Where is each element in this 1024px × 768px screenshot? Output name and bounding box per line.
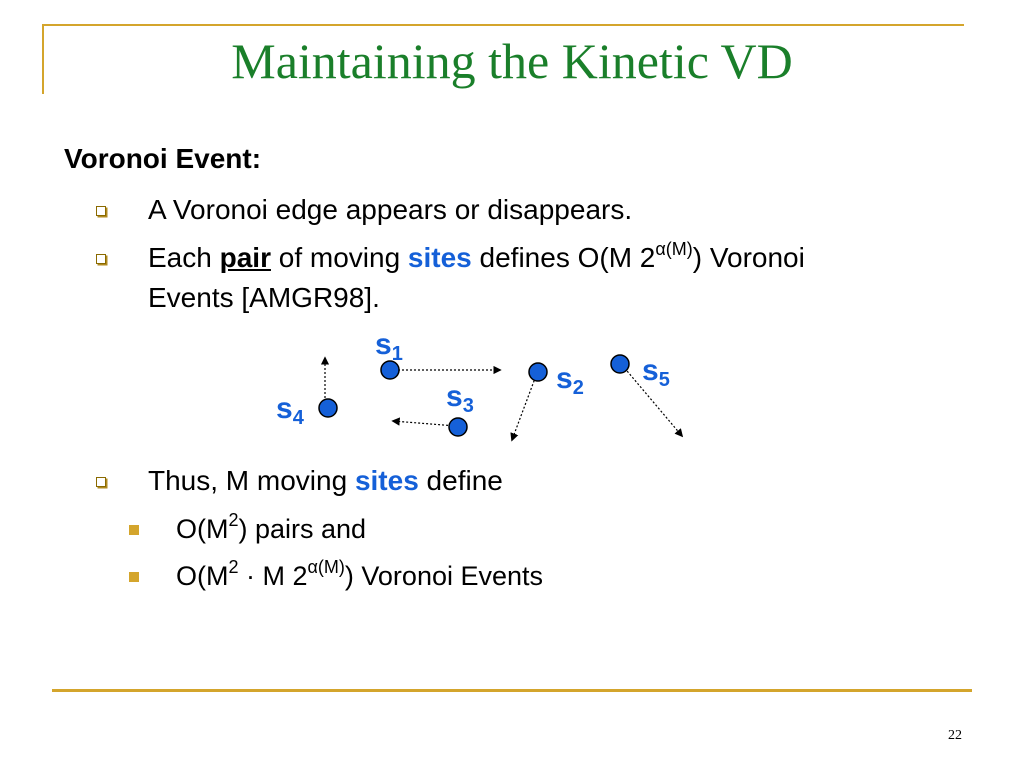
superscript: α(M) (307, 557, 345, 577)
bullet-pair-events (148, 238, 805, 275)
site-s2 (529, 363, 547, 381)
text-run: of moving (270, 242, 408, 273)
square-bullet-icon (96, 254, 106, 264)
superscript: 2 (228, 557, 239, 577)
text-run: ) Voronoi (692, 242, 805, 273)
text-run: define (418, 465, 503, 496)
text-run: ) pairs and (238, 514, 367, 544)
site-label-s1: $s_1$ (375, 328, 403, 365)
bullet-pair-events-line2: Events [AMGR98]. (148, 282, 380, 313)
text-run: Each (148, 242, 220, 273)
square-bullet-icon (96, 206, 106, 216)
top-rule (42, 24, 964, 26)
bullet-thus-m-sites (148, 464, 503, 498)
site-s5 (611, 355, 629, 373)
text-run: ) Voronoi Events (344, 561, 544, 591)
sites-emphasis: sites (354, 465, 419, 496)
sites-svg (250, 328, 710, 458)
site-label-s3: $s_3$ (446, 380, 474, 417)
bullet-edge-appears: A Voronoi edge appears or disappears. (148, 194, 633, 225)
superscript: α(M) (655, 238, 693, 259)
subbullet-voronoi-events (176, 559, 543, 593)
site-label-s4: $s_4$ (276, 392, 304, 429)
text-run: defines O(M 2 (471, 242, 656, 273)
text-run: Thus, M moving (148, 465, 355, 496)
pair-emphasis: pair (219, 242, 271, 273)
s3-motion-arrow (393, 421, 456, 426)
site-label-s5: $s_5$ (642, 354, 670, 391)
filled-square-bullet-icon (129, 572, 139, 582)
moving-sites-diagram (250, 328, 710, 458)
text-run: O(M (176, 561, 229, 591)
sites-emphasis: sites (407, 242, 472, 273)
site-s4 (319, 399, 337, 417)
slide-number: 22 (948, 728, 962, 743)
square-bullet-icon (96, 477, 106, 487)
superscript: 2 (228, 510, 239, 530)
subbullet-pairs (176, 512, 366, 546)
s2-motion-arrow (512, 373, 537, 440)
slide-title: Maintaining the Kinetic VD (231, 33, 793, 89)
site-label-s2: $s_2$ (556, 362, 584, 399)
text-run: O(M (176, 514, 229, 544)
text-run: · M 2 (238, 561, 308, 591)
site-s3 (449, 418, 467, 436)
section-heading: Voronoi Event: (64, 143, 262, 174)
filled-square-bullet-icon (129, 525, 139, 535)
bottom-rule (52, 689, 972, 692)
